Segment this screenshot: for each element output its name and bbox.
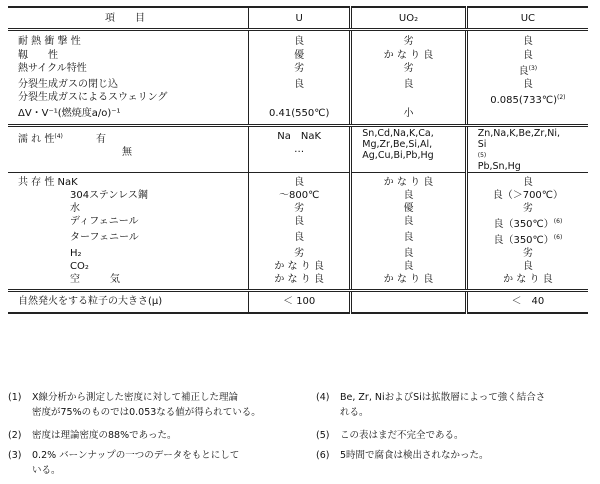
cell-uc: 0.085(733℃)$^{(2)}$ (466, 91, 588, 107)
row-label: ターフェニール (70, 231, 139, 243)
row-label: ΔV・V⁻¹(燃焼度a/o)⁻¹ (8, 107, 249, 126)
wetting-row (8, 125, 588, 172)
cell-u: 良 (249, 30, 351, 49)
wetting-uo2: Sn,Cd,Na,K,Ca, Mg,Zr,Be,Si,Al, Ag,Cu,Bi,Pb,Hg (351, 125, 466, 172)
cell-uo2 (351, 91, 466, 107)
row-label: H₂ (70, 247, 82, 259)
cell-uc: 良 (466, 172, 588, 189)
header-u: U (249, 7, 351, 30)
table-row (8, 62, 588, 78)
table-row (8, 247, 588, 260)
cell-uc: 良 (466, 49, 588, 62)
cell-uc: 劣 (466, 247, 588, 260)
wetting-label: 濡 れ 性$^{(4)}$ 有 無 (8, 125, 249, 172)
cell-u: 良 (249, 215, 351, 231)
cell-u (249, 91, 351, 107)
cell-uo2: 良 (351, 189, 466, 202)
footnote-mark: (3) (528, 64, 538, 72)
cell-u: か な り 良 (249, 260, 351, 273)
cell-u: ～800℃ (249, 189, 351, 202)
cell-uc: 良 (466, 260, 588, 273)
header-uc: UC (466, 7, 588, 30)
header-uo2: UO₂ (351, 7, 466, 30)
cell-uc: 劣 (466, 202, 588, 215)
wetting-uc: Zn,Na,K,Be,Zr,Ni, Si (5) Pb,Sn,Hg (466, 125, 588, 172)
cell-u: 良 (249, 172, 351, 189)
cell-u: 劣 (249, 202, 351, 215)
row-label: 自然発火をする粒子の大きさ(μ) (8, 290, 249, 313)
cell-uo2: か な り 良 (351, 172, 466, 189)
cell-u: 0.41(550℃) (249, 107, 351, 126)
cell-u: ＜ 100 (249, 290, 351, 313)
cell-uc: ＜ 40 (466, 290, 588, 313)
cell-uo2: 小 (351, 107, 466, 126)
table-row (8, 260, 588, 273)
cell-u: 劣 (249, 62, 351, 78)
table-row (8, 189, 588, 202)
table-row (8, 78, 588, 91)
footnote-1: (1) X線分析から測定した密度に対して補正した理論 密度が75%のものでは0.053なる値が得られている。 (8, 392, 261, 418)
cell-uc: 良（350℃）$^{(6)}$ (466, 215, 588, 231)
table-row (8, 273, 588, 291)
table-row (8, 172, 588, 189)
row-label: 水 (70, 202, 80, 214)
cell-uo2: 良 (351, 260, 466, 273)
cell-uc: 良 (466, 78, 588, 91)
cell-uc: 良 (466, 30, 588, 49)
table-row (8, 215, 588, 231)
footnote-4: (4) Be, Zr, NiおよびSiは拡散層によって強く結合さ れる。 (316, 392, 546, 418)
row-label: CO₂ (70, 260, 89, 272)
cell-u: 劣 (249, 247, 351, 260)
cell-uo2: 良 (351, 215, 466, 231)
table-header-row (8, 7, 588, 30)
cell-uo2: 良 (351, 247, 466, 260)
cell-uo2: 良 (351, 78, 466, 91)
cell-uo2 (351, 290, 466, 313)
table-row (8, 49, 588, 62)
table-row (8, 91, 588, 107)
table-row (8, 290, 588, 313)
cell-u: か な り 良 (249, 273, 351, 291)
footnote-6: (6) 5時間で腐食は検出されなかった。 (316, 450, 489, 461)
cell-uc: 良$^{(3)}$ (466, 62, 588, 78)
cell-u: 良 (249, 231, 351, 247)
row-label: 分裂生成ガスによるスウェリング (18, 91, 168, 103)
row-label: 分裂生成ガスの閉じ込 (18, 78, 118, 90)
row-label: ディフェニール (70, 215, 139, 227)
cell-uo2: か な り 良 (351, 273, 466, 291)
row-label: 空 気 (8, 273, 249, 291)
footnote-mark: (2) (557, 93, 566, 101)
cell-uo2: 優 (351, 202, 466, 215)
compat-title: 共 存 性 NaK (18, 176, 78, 188)
row-label: 熱サイクル特性 (18, 62, 87, 74)
wetting-u: Na NaK … (249, 125, 351, 172)
cell-u: 優 (249, 49, 351, 62)
table-row (8, 202, 588, 215)
row-label: 靱 性 (18, 49, 58, 61)
cell-uo2: 良 (351, 231, 466, 247)
cell-uo2: 劣 (351, 62, 466, 78)
cell-uc: 良（＞700℃） (466, 189, 588, 202)
cell-uo2: 劣 (351, 30, 466, 49)
cell-u: 良 (249, 78, 351, 91)
table-row (8, 107, 588, 126)
cell-uc: 良（350℃）$^{(6)}$ (466, 231, 588, 247)
cell-uo2: か な り 良 (351, 49, 466, 62)
properties-table (8, 6, 588, 314)
footnote-5: (5) この表はまだ不完全である。 (316, 430, 464, 441)
footnote-2: (2) 密度は理論密度の88%であった。 (8, 430, 177, 441)
cell-uc: か な り 良 (466, 273, 588, 291)
table-row (8, 30, 588, 49)
cell-uc (466, 107, 588, 126)
row-label: 304ステンレス鋼 (70, 189, 148, 201)
header-item: 項 目 (8, 7, 249, 30)
table-row (8, 231, 588, 247)
row-label: 耐 熱 衝 撃 性 (18, 36, 81, 47)
footnote-3: (3) 0.2% バーンナップの一つのデータをもとにして いる。 (8, 450, 240, 476)
